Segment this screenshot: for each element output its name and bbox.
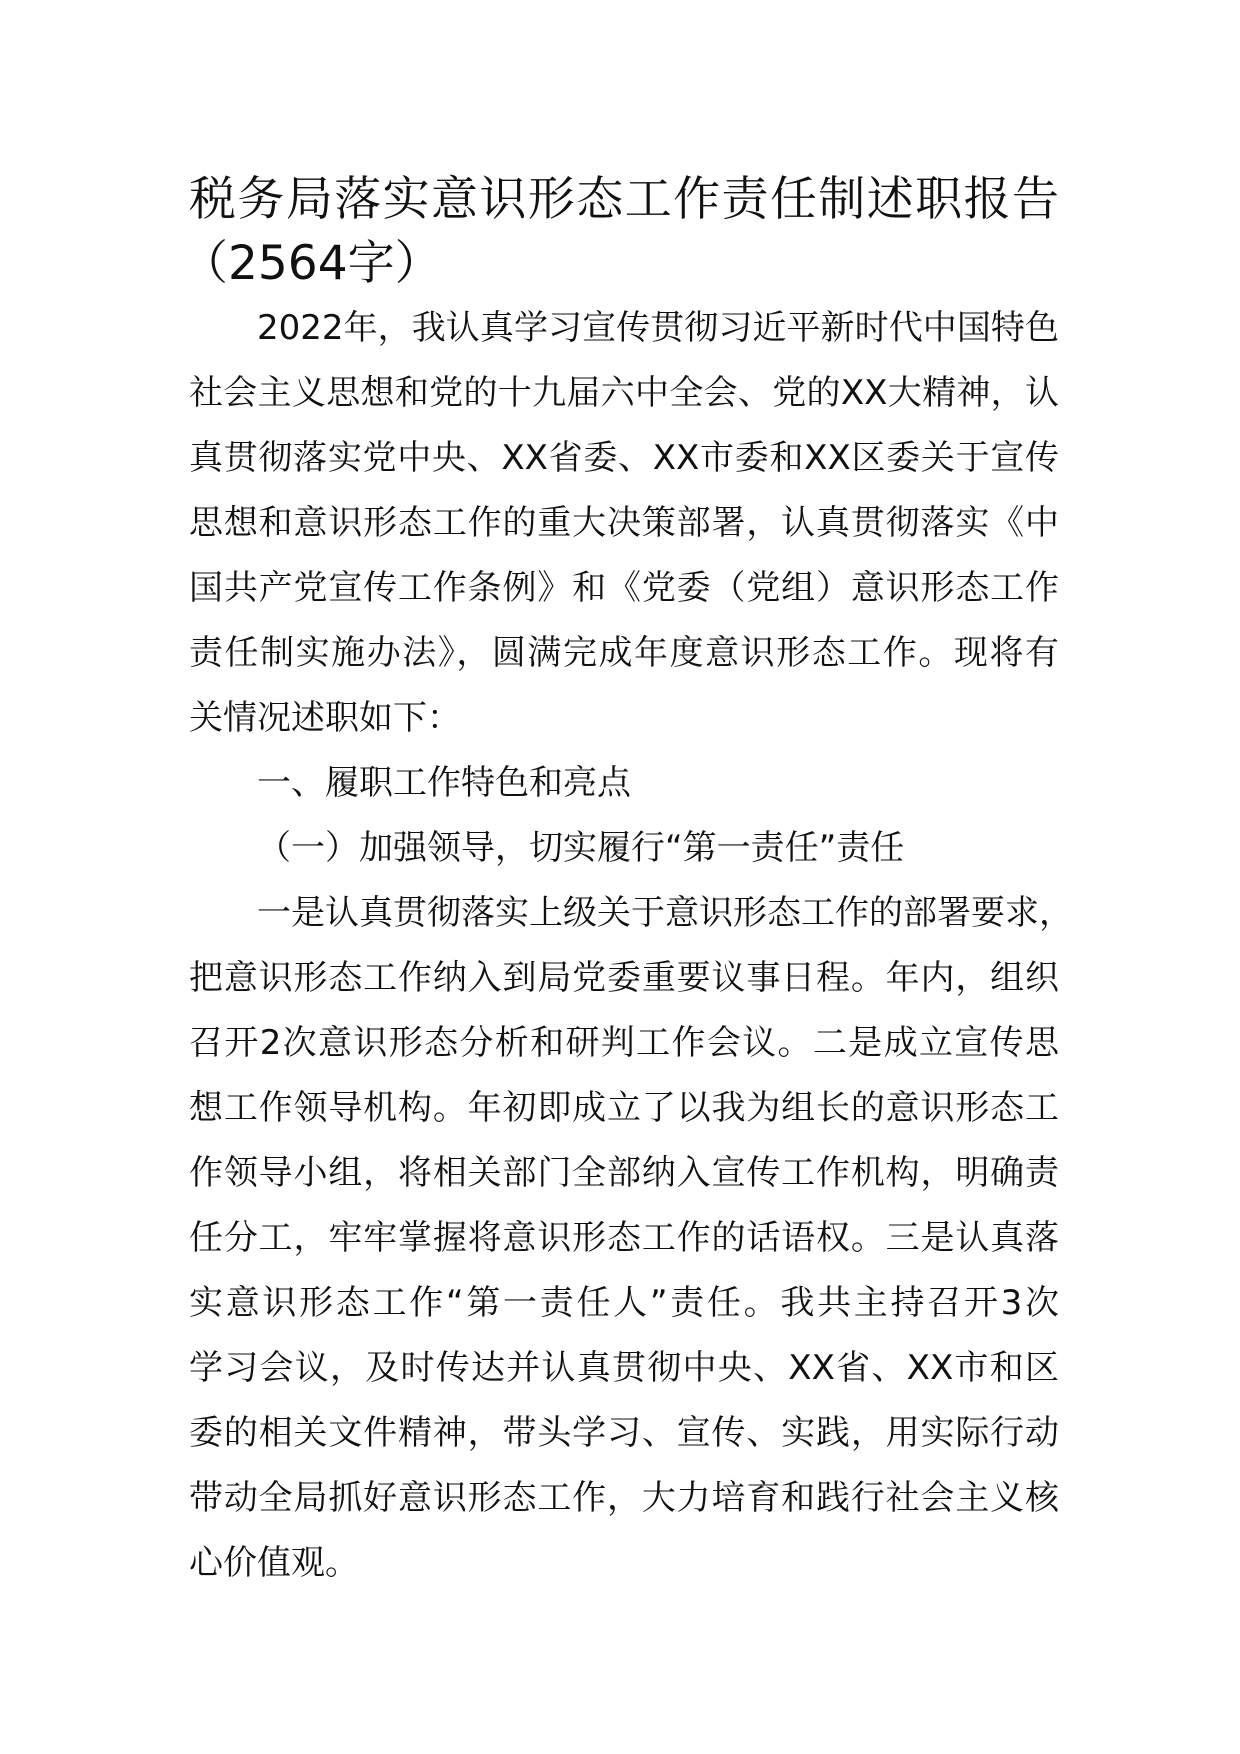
paragraph	[189, 881, 1073, 1596]
paragraph-line: 一是认真贯彻落实上级关于意识形态工作的部署要求，	[257, 893, 1073, 933]
paragraph	[189, 751, 1059, 816]
paragraph-line: 责任制实施办法》，圆满完成年度意识形态工作。现将有	[189, 633, 1059, 673]
paragraph-line: 把意识形态工作纳入到局党委重要议事日程。年内，组织	[189, 958, 1059, 998]
paragraph-line: 关情况述职如下：	[189, 698, 461, 738]
paragraph-line: 真贯彻落实党中央、XX省委、XX市委和XX区委关于宣传	[189, 438, 1059, 478]
paragraph-line: 学习会议，及时传达并认真贯彻中央、XX省、XX市和区	[189, 1348, 1059, 1388]
paragraph-line: 想工作领导机构。年初即成立了以我为组长的意识形态工	[189, 1088, 1059, 1128]
title-line-1: 税务局落实意识形态工作责任制述职报告	[189, 172, 1059, 227]
paragraph-line: 社会主义思想和党的十九届六中全会、党的XX大精神，认	[189, 373, 1059, 413]
paragraph-line: 心价值观。	[189, 1543, 359, 1583]
paragraph-line: 任分工，牢牢掌握将意识形态工作的话语权。三是认真落	[189, 1218, 1059, 1258]
paragraph-line: 一、履职工作特色和亮点	[257, 763, 631, 803]
paragraph-line: 作领导小组，将相关部门全部纳入宣传工作机构，明确责	[189, 1153, 1059, 1193]
paragraph-line: 2022年，我认真学习宣传贯彻习近平新时代中国特色	[257, 308, 1059, 348]
paragraph-line: 国共产党宣传工作条例》和《党委（党组）意识形态工作	[189, 568, 1059, 608]
paragraph	[189, 816, 1059, 881]
document-title	[181, 168, 1059, 296]
paragraph-line: 实意识形态工作“第一责任人”责任。我共主持召开3次	[189, 1283, 1059, 1323]
paragraph-line: （一）加强领导，切实履行“第一责任”责任	[257, 828, 905, 868]
document-body	[189, 296, 1073, 1596]
paragraph-line: 委的相关文件精神，带头学习、宣传、实践，用实际行动	[189, 1413, 1059, 1453]
paragraph-line: 带动全局抓好意识形态工作，大力培育和践行社会主义核	[189, 1478, 1059, 1518]
title-line-2: （2564字）	[181, 236, 442, 291]
paragraph-line: 召开2次意识形态分析和研判工作会议。二是成立宣传思	[189, 1023, 1059, 1063]
paragraph	[189, 296, 1059, 751]
paragraph-line: 思想和意识形态工作的重大决策部署，认真贯彻落实《中	[189, 503, 1059, 543]
